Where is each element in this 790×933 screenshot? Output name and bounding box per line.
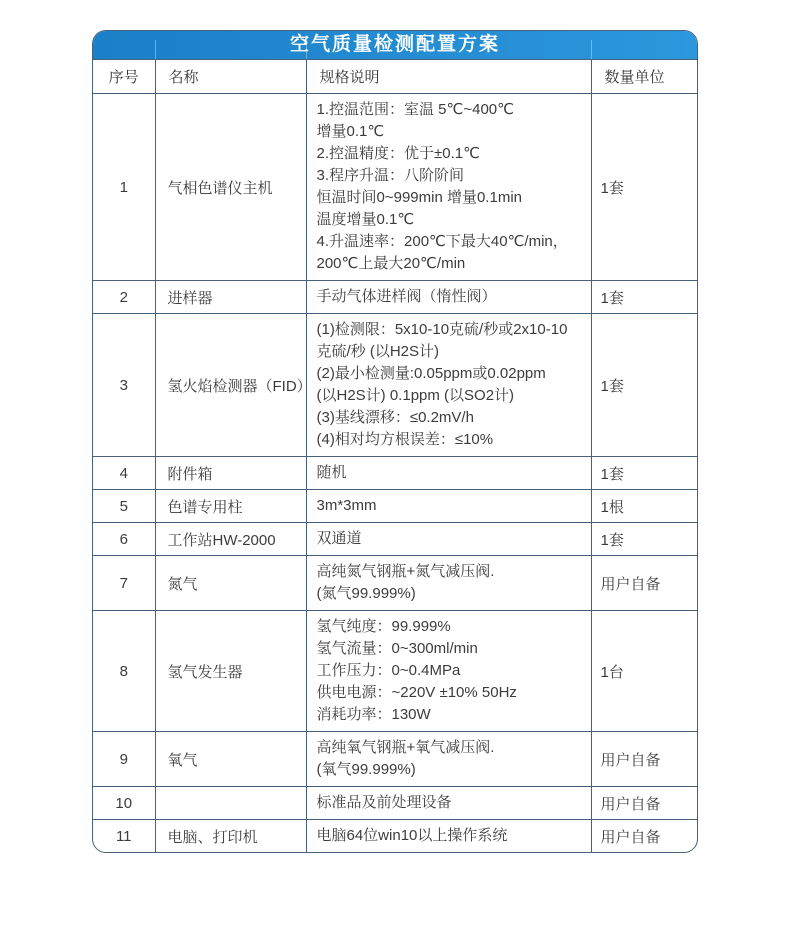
row-name-cell: 进样器: [155, 281, 306, 314]
row-spec-cell: 高纯氮气钢瓶+氮气减压阀. (氮气99.999%): [306, 556, 591, 611]
row-no-cell: 1: [93, 94, 155, 281]
table-row: [93, 611, 697, 732]
row-spec-cell: 电脑64位win10以上操作系统: [306, 820, 591, 853]
row-qty-cell: 用户自备: [591, 556, 697, 611]
row-spec-cell: 随机: [306, 457, 591, 490]
table-row: [93, 732, 697, 787]
table-row: [93, 556, 697, 611]
row-qty-cell: 1套: [591, 281, 697, 314]
row-no-cell: 2: [93, 281, 155, 314]
col-header-name: 名称: [155, 60, 306, 94]
row-no-cell: 3: [93, 314, 155, 457]
row-name-cell: 氢气发生器: [155, 611, 306, 732]
row-no-cell: 6: [93, 523, 155, 556]
table-row: [93, 94, 697, 281]
row-spec-cell: (1)检测限：5x10-10克硫/秒或2x10-10 克硫/秒 (以H2S计) (2)最小检测量:0.05ppm或0.02ppm (以H2S计) 0.1ppm (以SO2计) (3)基线漂移：≤0.2mV/h (4)相对均方根误差：≤10%: [306, 314, 591, 457]
row-name-cell: 附件箱: [155, 457, 306, 490]
row-no-cell: 5: [93, 490, 155, 523]
row-qty-cell: 1套: [591, 94, 697, 281]
row-qty-cell: 1套: [591, 523, 697, 556]
col-header-spec: 规格说明: [306, 60, 591, 94]
row-no-cell: 4: [93, 457, 155, 490]
row-name-cell: 氮气: [155, 556, 306, 611]
row-qty-cell: 1套: [591, 457, 697, 490]
header-column-divider: [306, 40, 307, 59]
row-spec-cell: 手动气体进样阀（惰性阀）: [306, 281, 591, 314]
row-name-cell: 工作站HW-2000: [155, 523, 306, 556]
row-name-cell: 色谱专用柱: [155, 490, 306, 523]
row-qty-cell: 用户自备: [591, 820, 697, 853]
row-no-cell: 7: [93, 556, 155, 611]
table-row: [93, 281, 697, 314]
page-title: 空气质量检测配置方案: [289, 34, 500, 55]
row-spec-cell: 高纯氧气钢瓶+氧气减压阀. (氧气99.999%): [306, 732, 591, 787]
header-column-divider: [155, 40, 156, 59]
table-title-bar: [93, 31, 697, 60]
row-spec-cell: 1.控温范围：室温 5℃~400℃ 增量0.1℃ 2.控温精度：优于±0.1℃ 3.程序升温：八阶阶间 恒温时间0~999min 增量0.1min 温度增量0.1℃ 4.升温速率：200℃下最大40℃/min， 200℃上最大20℃/min: [306, 94, 591, 281]
table-row: [93, 490, 697, 523]
table-row: [93, 457, 697, 490]
table-header-row: [93, 60, 697, 94]
row-spec-cell: 标准品及前处理设备: [306, 787, 591, 820]
row-name-cell: 电脑、打印机: [155, 820, 306, 853]
spec-table-card: [92, 30, 698, 853]
table-row: [93, 523, 697, 556]
row-qty-cell: 1根: [591, 490, 697, 523]
row-name-cell: [155, 787, 306, 820]
table-row: [93, 787, 697, 820]
row-spec-cell: 双通道: [306, 523, 591, 556]
table-row: [93, 314, 697, 457]
row-qty-cell: 用户自备: [591, 732, 697, 787]
row-qty-cell: 1套: [591, 314, 697, 457]
col-header-qty: 数量单位: [591, 60, 697, 94]
row-spec-cell: 3m*3mm: [306, 490, 591, 523]
row-no-cell: 9: [93, 732, 155, 787]
row-name-cell: 氧气: [155, 732, 306, 787]
table-row: [93, 820, 697, 853]
row-name-cell: 氢火焰检测器（FID）: [155, 314, 306, 457]
spec-table: [93, 60, 697, 852]
row-no-cell: 11: [93, 820, 155, 853]
col-header-no: 序号: [93, 60, 155, 94]
row-qty-cell: 1台: [591, 611, 697, 732]
row-no-cell: 10: [93, 787, 155, 820]
row-spec-cell: 氢气纯度：99.999% 氢气流量：0~300ml/min 工作压力：0~0.4MPa 供电电源：~220V ±10% 50Hz 消耗功率：130W: [306, 611, 591, 732]
row-name-cell: 气相色谱仪主机: [155, 94, 306, 281]
row-no-cell: 8: [93, 611, 155, 732]
header-column-divider: [591, 40, 592, 59]
row-qty-cell: 用户自备: [591, 787, 697, 820]
